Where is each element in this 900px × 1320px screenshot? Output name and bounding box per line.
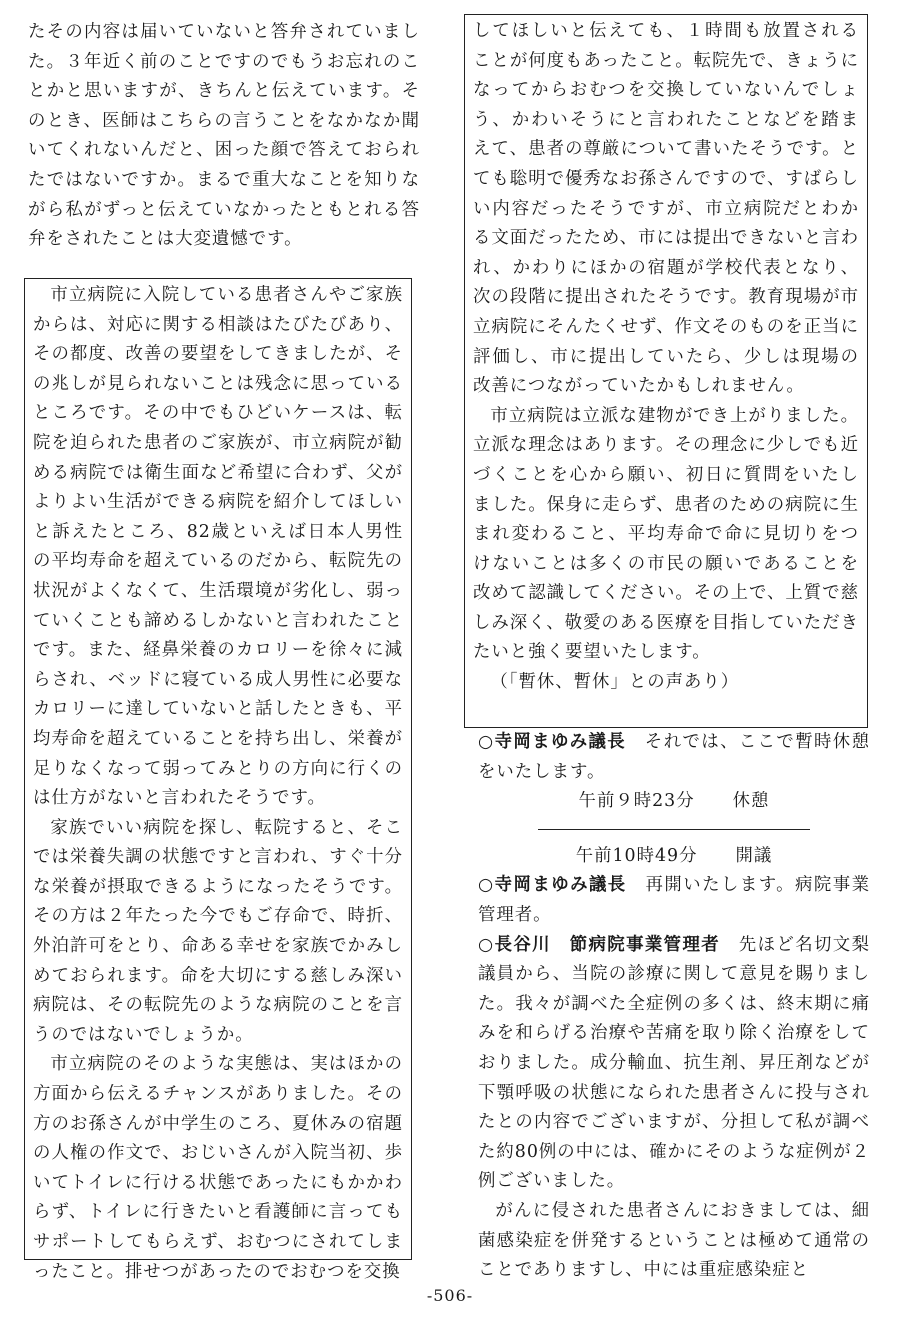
- box-paragraph-3: 市立病院のそのような実態は、実はほかの方面から伝えるチャンスがありました。その方のお孫さんが中学生のころ、夏休みの宿題の人権の作文で、おじいさんが入院当初、歩いてトイレに行ける状態であったにもかかわらず、トイレに行きたいと看護師に言ってもサポートしてもらえず、おむつにされてしまったこと。排せつがあったのでおむつを交換: [33, 1054, 403, 1282]
- resume-line: [478, 842, 870, 872]
- speech-text: 再開いたします。病院事業管理者。: [478, 875, 870, 925]
- left-boxed-question: [24, 278, 412, 1282]
- speech-text: 先ほど名切文梨議員から、当院の診療に関して意見を賜りました。我々が調べた全症例の多くは、終末期に痛みを和らげる治療や苦痛を取り除く治療をしておりました。成分輸血、抗生剤、昇圧剤などが下顎呼吸の状態になられた患者さんに投与されたとの内容でございますが、分担して私が調べた約80例の中には、確かにそのような症例が２例ございました。: [478, 934, 870, 1192]
- left-column: [28, 18, 420, 1282]
- speaker-name: ○寺岡まゆみ議長: [478, 875, 627, 896]
- speech-chair-1: [478, 728, 870, 787]
- speaker-name: ○長谷川 節病院事業管理者: [478, 934, 721, 955]
- left-top-paragraph: たその内容は届いていないと答弁されていました。３年近く前のことですのでもうお忘れのことかと思いますが、きちんと伝えています。そのとき、医師はこちらの言うことをなかなか聞いてくれないんだと、困った顔で答えておられたではないですか。まるで重大なことを知りながら私がずっと伝えていなかったともとれる答弁をされたことは大変遺憾です。: [28, 22, 420, 250]
- speech-hospital-manager: [478, 931, 870, 1197]
- recess-label: 休憩: [732, 791, 770, 812]
- speech-chair-2: [478, 871, 870, 930]
- proceedings: [478, 728, 870, 1286]
- speech-text: それでは、ここで暫時休憩をいたします。: [478, 732, 870, 782]
- voice-note: （「暫休、暫休」との声あり）: [490, 672, 740, 693]
- recess-time: 午前９時23分: [578, 791, 695, 812]
- box-paragraph-5: 市立病院は立派な建物ができ上がりました。立派な理念はあります。その理念に少しでも近づくことを心から願い、初日に質問をいたしました。保身に走らず、患者のための病院に生まれ変わること、平均寿命で命に見切りをつけないことは多くの市民の願いであることを改めて認識してください。その上で、上質で慈しみ深く、敬愛のある医療を目指していただきたいと強く要望いたします。: [473, 405, 859, 663]
- box-paragraph-2: 家族でいい病院を探し、転院すると、そこでは栄養失調の状態ですと言われ、すぐ十分な栄養が摂取できるようになったそうです。その方は２年たった今でもご存命で、時折、外泊許可をとり、命ある幸せを家族でかみしめておられます。命を大切にする慈しみ深い病院は、その転院先のような病院のことを言うのではないでしょうか。: [33, 817, 403, 1045]
- right-boxed-question: [464, 14, 868, 728]
- resume-time: 午前10時49分: [575, 845, 698, 866]
- recess-line: [478, 787, 870, 817]
- resume-label: 開議: [735, 845, 773, 866]
- box-paragraph-4: してほしいと伝えても、１時間も放置されることが何度もあったこと。転院先で、きょうになってからおむつを交換していないんでしょう、かわいそうにと言われたことなどを踏まえて、患者の尊厳について書いたそうです。とても聡明で優秀なお孫さんですので、すばらしい内容だったそうですが、市立病院だとわかる文面だったため、市には提出できないと言われ、かわりにほかの宿題が学校代表となり、次の段階に提出されたそうです。教育現場が市立病院にそんたくせず、作文そのものを正当に評価し、市に提出していたら、少しは現場の改善につながっていたかもしれません。: [473, 21, 859, 397]
- speaker-name: ○寺岡まゆみ議長: [478, 732, 627, 752]
- page-number: -506-: [426, 1286, 474, 1305]
- divider-line: [538, 829, 810, 830]
- box-paragraph-1: 市立病院に入院している患者さんやご家族からは、対応に関する相談はたびたびあり、その都度、改善の要望をしてきましたが、その兆しが見られないことは残念に思っているところです。その中でもひどいケースは、転院を迫られた患者のご家族が、市立病院が勧める病院では衛生面など希望に合わず、父がよりよい生活ができる病院を紹介してほしいと訴えたところ、82歳といえば日本人男性の平均寿命を超えているのだから、転院先の状況がよくなくて、生活環境が劣化し、弱っていくことも諦めるしかないと言われたことです。また、経鼻栄養のカロリーを徐々に減らされ、ベッドに寝ている成人男性に必要なカロリーに達していないと話したときも、平均寿命を超えていることを持ち出し、栄養が足りなくなって弱ってみとりの方向に行くのは仕方がないと言われたそうです。: [33, 285, 403, 809]
- speech-hospital-manager-para-2: がんに侵された患者さんにおきましては、細菌感染症を併発するということは極めて通常のことでありますし、中には重症感染症と: [478, 1200, 870, 1281]
